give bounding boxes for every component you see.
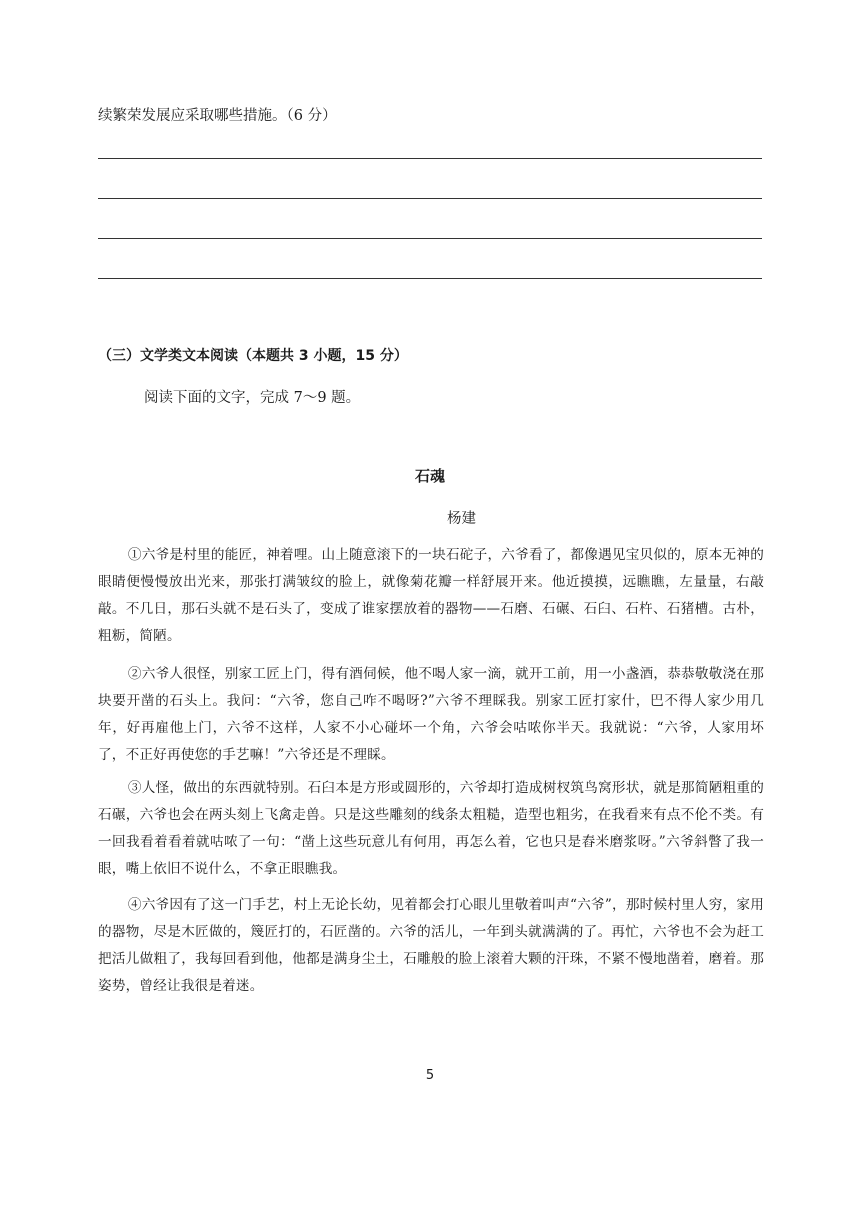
article-paragraph-3: ③人怪，做出的东西就特别。石臼本是方形或圆形的，六爷却打造成树杈筑鸟窝形状，就是那简陋粗重的石碾，六爷也会在两头刻上飞禽走兽。只是这些雕刻的线条太粗糙，造型也粗劣，在我看来有点不伦不类。有一回我看着看着就咕哝了一句：“凿上这些玩意儿有何用，再怎么着，它也只是舂米磨浆呀。”六爷斜瞥了我一眼，嘴上依旧不说什么，不拿正眼瞧我。 [98, 780, 764, 877]
answer-line [98, 198, 762, 199]
question-continuation: 续繁荣发展应采取哪些措施。（6 分） [98, 108, 337, 124]
article-paragraph-2: ②六爷人很怪，别家工匠上门，得有酒伺候，他不喝人家一滴，就开工前，用一小盏酒，恭恭敬敬浇在那块要开凿的石头上。我问：“六爷，您自己咋不喝呀?”六爷不理睬我。别家工匠打家什，巴不得人家少用几年，好再雇他上门，六爷不这样，人家不小心碰坏一个角，六爷会咕哝你半天。我就说：“六爷，人家用坏了，不正好再使您的手艺嘛！”六爷还是不理睬。 [98, 666, 764, 763]
answer-line [98, 238, 762, 239]
answer-line [98, 158, 762, 159]
article-title: 石魂 [414, 467, 445, 485]
answer-line [98, 278, 762, 279]
page-number: 5 [425, 1068, 435, 1083]
article-paragraph-1: ①六爷是村里的能匠，神着哩。山上随意滚下的一块石砣子，六爷看了，都像遇见宝贝似的，原本无神的眼睛便慢慢放出光来，那张打满皱纹的脸上，就像菊花瓣一样舒展开来。他近摸摸，远瞧瞧，左量量，右敲敲。不几日，那石头就不是石头了，变成了谁家摆放着的器物——石磨、石碾、石臼、石杵、石猪槽。古朴，粗粝，简陋。 [98, 547, 764, 644]
section-instruction: 阅读下面的文字，完成 7～9 题。 [144, 390, 361, 406]
section-heading: （三）文学类文本阅读（本题共 3 小题，15 分） [98, 348, 408, 364]
article-paragraph-4: ④六爷因有了这一门手艺，村上无论长幼，见着都会打心眼儿里敬着叫声“六爷”，那时候村里人穷，家用的器物，尽是木匠做的，篾匠打的，石匠凿的。六爷的活儿，一年到头就满满的了。再忙，六爷也不会为赶工把活儿做粗了，我每回看到他，他都是满身尘土，石雕般的脸上滚着大颗的汗珠，不紧不慢地凿着，磨着。那姿势，曾经让我很是着迷。 [98, 897, 764, 994]
article-author: 杨建 [447, 511, 476, 527]
